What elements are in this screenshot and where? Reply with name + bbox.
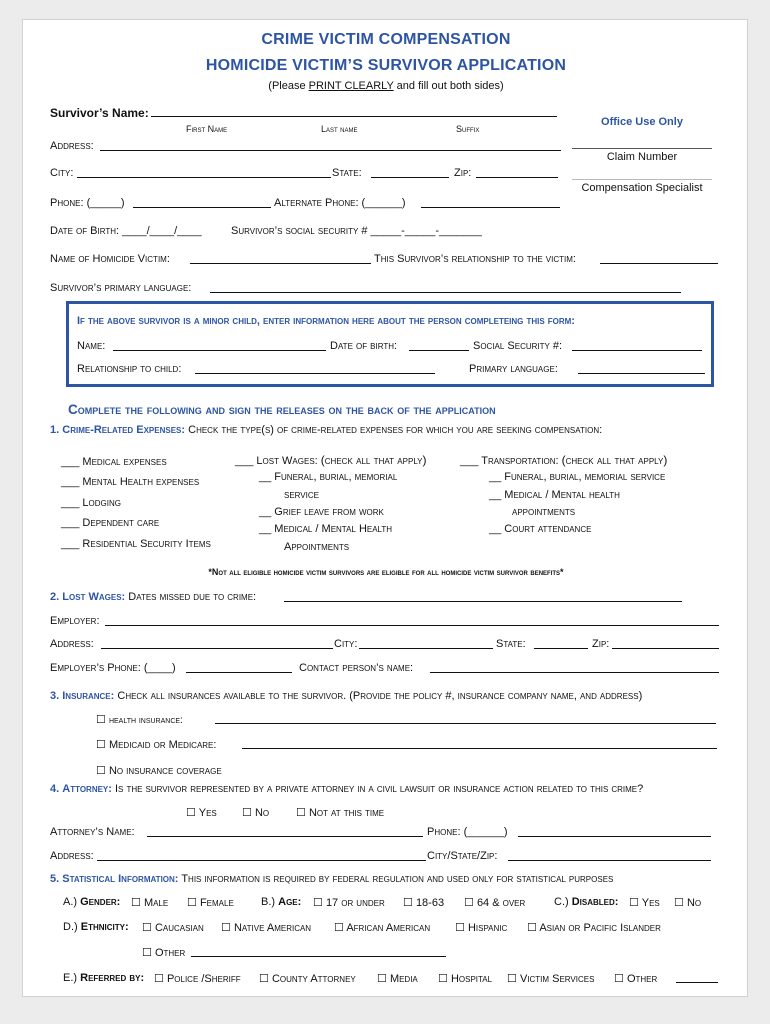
employer-field[interactable] — [105, 615, 719, 626]
checkbox-icon[interactable]: ☐ — [154, 973, 164, 985]
checkbox-icon[interactable]: ☐ — [96, 765, 106, 777]
ethnicity-native-american[interactable]: ☐ Native American — [221, 922, 312, 934]
attorney-address-label: Address: — [50, 850, 94, 862]
ethnicity-caucasian[interactable]: ☐ Caucasian — [142, 922, 204, 934]
minor-ssn-field[interactable] — [572, 340, 702, 351]
checkbox-icon[interactable]: ☐ — [507, 973, 517, 985]
checkbox-icon[interactable]: ☐ — [629, 897, 639, 909]
gender-male[interactable]: ☐ Male — [131, 897, 169, 909]
checkbox-icon[interactable]: ☐ — [403, 897, 413, 909]
survivor-name-label: Survivor’s Name: — [50, 106, 149, 120]
relationship-field[interactable] — [600, 253, 718, 264]
checkbox-icon[interactable]: ☐ — [242, 807, 252, 819]
lost-wages-heading[interactable]: ___ Lost Wages: (check all that apply) — [235, 453, 427, 467]
claim-number-label: Claim Number — [606, 151, 678, 163]
health-insurance-option[interactable]: ☐ health insurance: — [96, 714, 183, 726]
age-17-under[interactable]: ☐ 17 or under — [313, 897, 385, 909]
checkbox-icon[interactable]: ☐ — [674, 897, 684, 909]
attorney-name-label: Attorney’s Name: — [50, 826, 135, 838]
checkbox-icon[interactable]: ☐ — [131, 897, 141, 909]
expense-lodging[interactable]: ___ Lodging — [61, 497, 121, 509]
checkbox-icon[interactable]: ☐ — [527, 922, 537, 934]
alt-phone-field[interactable] — [421, 197, 560, 208]
attorney-csz-field[interactable] — [508, 850, 711, 861]
section-heading: Complete the following and sign the releases on the back of the application — [68, 402, 496, 417]
minor-name-field[interactable] — [113, 340, 326, 351]
state-field[interactable] — [371, 167, 449, 178]
employer-address-label: Address: — [50, 638, 94, 650]
print-instruction: (Please PRINT CLEARLY and fill out both sides) — [268, 80, 504, 92]
checkbox-icon[interactable]: ☐ — [438, 973, 448, 985]
age-row: B.) Age: — [261, 896, 302, 908]
lost-wages-funeral[interactable]: __ Funeral, burial, memorial — [259, 471, 398, 483]
checkbox-icon[interactable]: ☐ — [334, 922, 344, 934]
alt-phone-label: Alternate Phone: (______) — [274, 197, 406, 209]
transport-appointments: appointments — [512, 506, 576, 518]
language-label: Survivor’s primary language: — [50, 282, 192, 294]
city-label: City: — [50, 167, 74, 179]
minor-relationship-label: Relationship to child: — [77, 363, 182, 375]
application-page — [22, 19, 748, 997]
attorney-name-field[interactable] — [147, 826, 423, 837]
contact-person-field[interactable] — [430, 662, 719, 673]
employer-city-label: City: — [334, 638, 358, 650]
checkbox-icon[interactable]: ☐ — [186, 807, 196, 819]
disabled-row: C.) Disabled: — [554, 896, 619, 908]
expense-medical[interactable]: ___ Medical expenses — [61, 456, 167, 468]
language-field[interactable] — [210, 282, 681, 293]
checkbox-icon[interactable]: ☐ — [455, 922, 465, 934]
ethnicity-other[interactable]: ☐ Other — [142, 947, 186, 959]
minor-heading: If the above survivor is a minor child, enter information here about the person completeing this form: — [77, 315, 575, 327]
minor-language-label: Primary language: — [469, 363, 558, 375]
specialist-line[interactable] — [572, 179, 712, 180]
s4-heading: 4. Attorney: Is the survivor represented by a private attorney in a civil lawsuit or insurance action related to this crime? — [50, 783, 644, 795]
relationship-label: This Survivor’s relationship to the victim: — [374, 253, 576, 265]
lost-wages-service: service — [284, 489, 319, 501]
referred-hospital[interactable]: ☐ Hospital — [438, 973, 493, 985]
lost-wages-appointments: Appointments — [284, 541, 350, 553]
employer-label: Employer: — [50, 615, 100, 627]
minor-dob-label: Date of birth: — [330, 340, 398, 352]
office-use-heading: Office Use Only — [601, 116, 683, 128]
s2-heading: 2. Lost Wages: Dates missed due to crime: — [50, 591, 257, 603]
medicaid-field[interactable] — [242, 738, 717, 749]
employer-address-field[interactable] — [101, 638, 333, 649]
transport-court[interactable]: __ Court attendance — [489, 523, 592, 535]
attorney-yes[interactable]: ☐ Yes — [186, 807, 217, 819]
age-64-over[interactable]: ☐ 64 & over — [464, 897, 526, 909]
age-18-63[interactable]: ☐ 18-63 — [403, 897, 445, 909]
address-label: Address: — [50, 140, 94, 152]
ethnicity-hispanic[interactable]: ☐ Hispanic — [455, 922, 508, 934]
health-insurance-field[interactable] — [215, 713, 716, 724]
survivor-name-field[interactable] — [151, 106, 557, 117]
expense-residential-security[interactable]: ___ Residential Security Items — [61, 538, 211, 550]
ssn-label[interactable]: Survivor’s social security # _____-_____-_______ — [231, 225, 482, 237]
employer-phone-label: Employer’s Phone: (____) — [50, 662, 176, 674]
referred-other[interactable]: ☐ Other — [614, 973, 658, 985]
claim-number-line[interactable] — [572, 148, 712, 149]
victim-name-field[interactable] — [190, 253, 371, 264]
checkbox-icon[interactable]: ☐ — [313, 897, 323, 909]
ethnicity-asian[interactable]: ☐ Asian or Pacific Islander — [527, 922, 661, 934]
referred-police[interactable]: ☐ Police /Sheriff — [154, 973, 241, 985]
gender-female[interactable]: ☐ Female — [187, 897, 234, 909]
attorney-not-yet[interactable]: ☐ Not at this time — [296, 807, 385, 819]
s3-heading: 3. Insurance: Check all insurances available to the survivor. (Provide the policy #, insurance company name, and address) — [50, 690, 643, 702]
minor-dob-field[interactable] — [409, 340, 469, 351]
city-field[interactable] — [77, 167, 331, 178]
referred-other-field[interactable] — [676, 972, 718, 983]
disabled-no[interactable]: ☐ No — [674, 897, 702, 909]
employer-state-label: State: — [496, 638, 526, 650]
checkbox-icon[interactable]: ☐ — [142, 947, 152, 959]
minor-name-label: Name: — [77, 340, 106, 352]
suffix-caption: Suffix — [456, 124, 480, 134]
expense-dependent-care[interactable]: ___ Dependent care — [61, 517, 160, 529]
dob-label[interactable]: Date of Birth: ____/____/____ — [50, 225, 202, 237]
lost-wages-medical[interactable]: __ Medical / Mental Health — [259, 523, 393, 535]
minor-relationship-field[interactable] — [195, 363, 435, 374]
employer-zip-label: Zip: — [592, 638, 610, 650]
transport-funeral[interactable]: __ Funeral, burial, memorial service — [489, 471, 666, 483]
ethnicity-row: D.) Ethnicity: — [63, 921, 129, 933]
checkbox-icon[interactable]: ☐ — [259, 973, 269, 985]
first-name-caption: First Name — [186, 124, 228, 134]
employer-state-field[interactable] — [534, 638, 588, 649]
employer-zip-field[interactable] — [612, 638, 719, 649]
minor-ssn-label: Social Security #: — [473, 340, 563, 352]
medicaid-option[interactable]: ☐ Medicaid or Medicare: — [96, 739, 217, 751]
referred-row: E.) Referred by: — [63, 972, 145, 984]
s1-heading: 1. Crime-Related Expenses: Check the type(s) of crime-related expenses for which you are seeking compensation: — [50, 424, 603, 436]
form-title: CRIME VICTIM COMPENSATION — [261, 31, 511, 48]
attorney-phone-field[interactable] — [518, 826, 711, 837]
office-use-box — [572, 116, 712, 194]
referred-victim-services[interactable]: ☐ Victim Services — [507, 973, 595, 985]
minor-language-field[interactable] — [578, 363, 705, 374]
contact-person-label: Contact person’s name: — [299, 662, 414, 674]
zip-field[interactable] — [476, 167, 558, 178]
checkbox-icon[interactable]: ☐ — [377, 973, 387, 985]
ethnicity-african-american[interactable]: ☐ African American — [334, 922, 431, 934]
attorney-csz-label: City/State/Zip: — [427, 850, 498, 862]
attorney-phone-label: Phone: (______) — [427, 826, 508, 838]
transport-medical[interactable]: __ Medical / Mental health — [489, 489, 620, 501]
checkbox-icon[interactable]: ☐ — [96, 739, 106, 751]
phone-field[interactable] — [133, 197, 271, 208]
employer-city-field[interactable] — [359, 638, 493, 649]
attorney-no[interactable]: ☐ No — [242, 807, 270, 819]
checkbox-icon[interactable]: ☐ — [614, 973, 624, 985]
gender-row: A.) Gender: — [63, 896, 121, 908]
referred-media[interactable]: ☐ Media — [377, 973, 418, 985]
s5-heading: 5. Statistical Information: This information is required by federal regulation and used only for statistical purposes — [50, 873, 614, 885]
eligibility-note: *Not all eligible homicide victim survivors are eligible for all homicide victim survivor benefits* — [208, 567, 564, 577]
last-name-caption: Last name — [321, 124, 358, 134]
transportation-heading[interactable]: ___ Transportation: (check all that apply) — [460, 453, 668, 467]
checkbox-icon[interactable]: ☐ — [296, 807, 306, 819]
form-subtitle: HOMICIDE VICTIM’S SURVIVOR APPLICATION — [205, 57, 567, 74]
no-insurance-option[interactable]: ☐ No insurance coverage — [96, 765, 222, 777]
state-label: State: — [332, 167, 362, 179]
phone-label: Phone: (_____) — [50, 197, 125, 209]
checkbox-icon[interactable]: ☐ — [187, 897, 197, 909]
dates-missed-field[interactable] — [284, 591, 682, 602]
checkbox-icon[interactable]: ☐ — [464, 897, 474, 909]
specialist-label: Compensation Specialist — [581, 182, 703, 194]
checkbox-icon[interactable]: ☐ — [96, 714, 106, 726]
employer-phone-field[interactable] — [186, 662, 292, 673]
zip-label: Zip: — [454, 167, 472, 179]
expense-mental-health[interactable]: ___ Mental Health expenses — [61, 476, 200, 488]
victim-name-label: Name of Homicide Victim: — [50, 253, 170, 265]
disabled-yes[interactable]: ☐ Yes — [629, 897, 660, 909]
attorney-address-field[interactable] — [97, 850, 426, 861]
checkbox-icon[interactable]: ☐ — [142, 922, 152, 934]
checkbox-icon[interactable]: ☐ — [221, 922, 231, 934]
address-field[interactable] — [100, 140, 561, 151]
referred-county-attorney[interactable]: ☐ County Attorney — [259, 973, 356, 985]
lost-wages-grief[interactable]: __ Grief leave from work — [259, 506, 384, 518]
ethnicity-other-field[interactable] — [191, 946, 446, 957]
